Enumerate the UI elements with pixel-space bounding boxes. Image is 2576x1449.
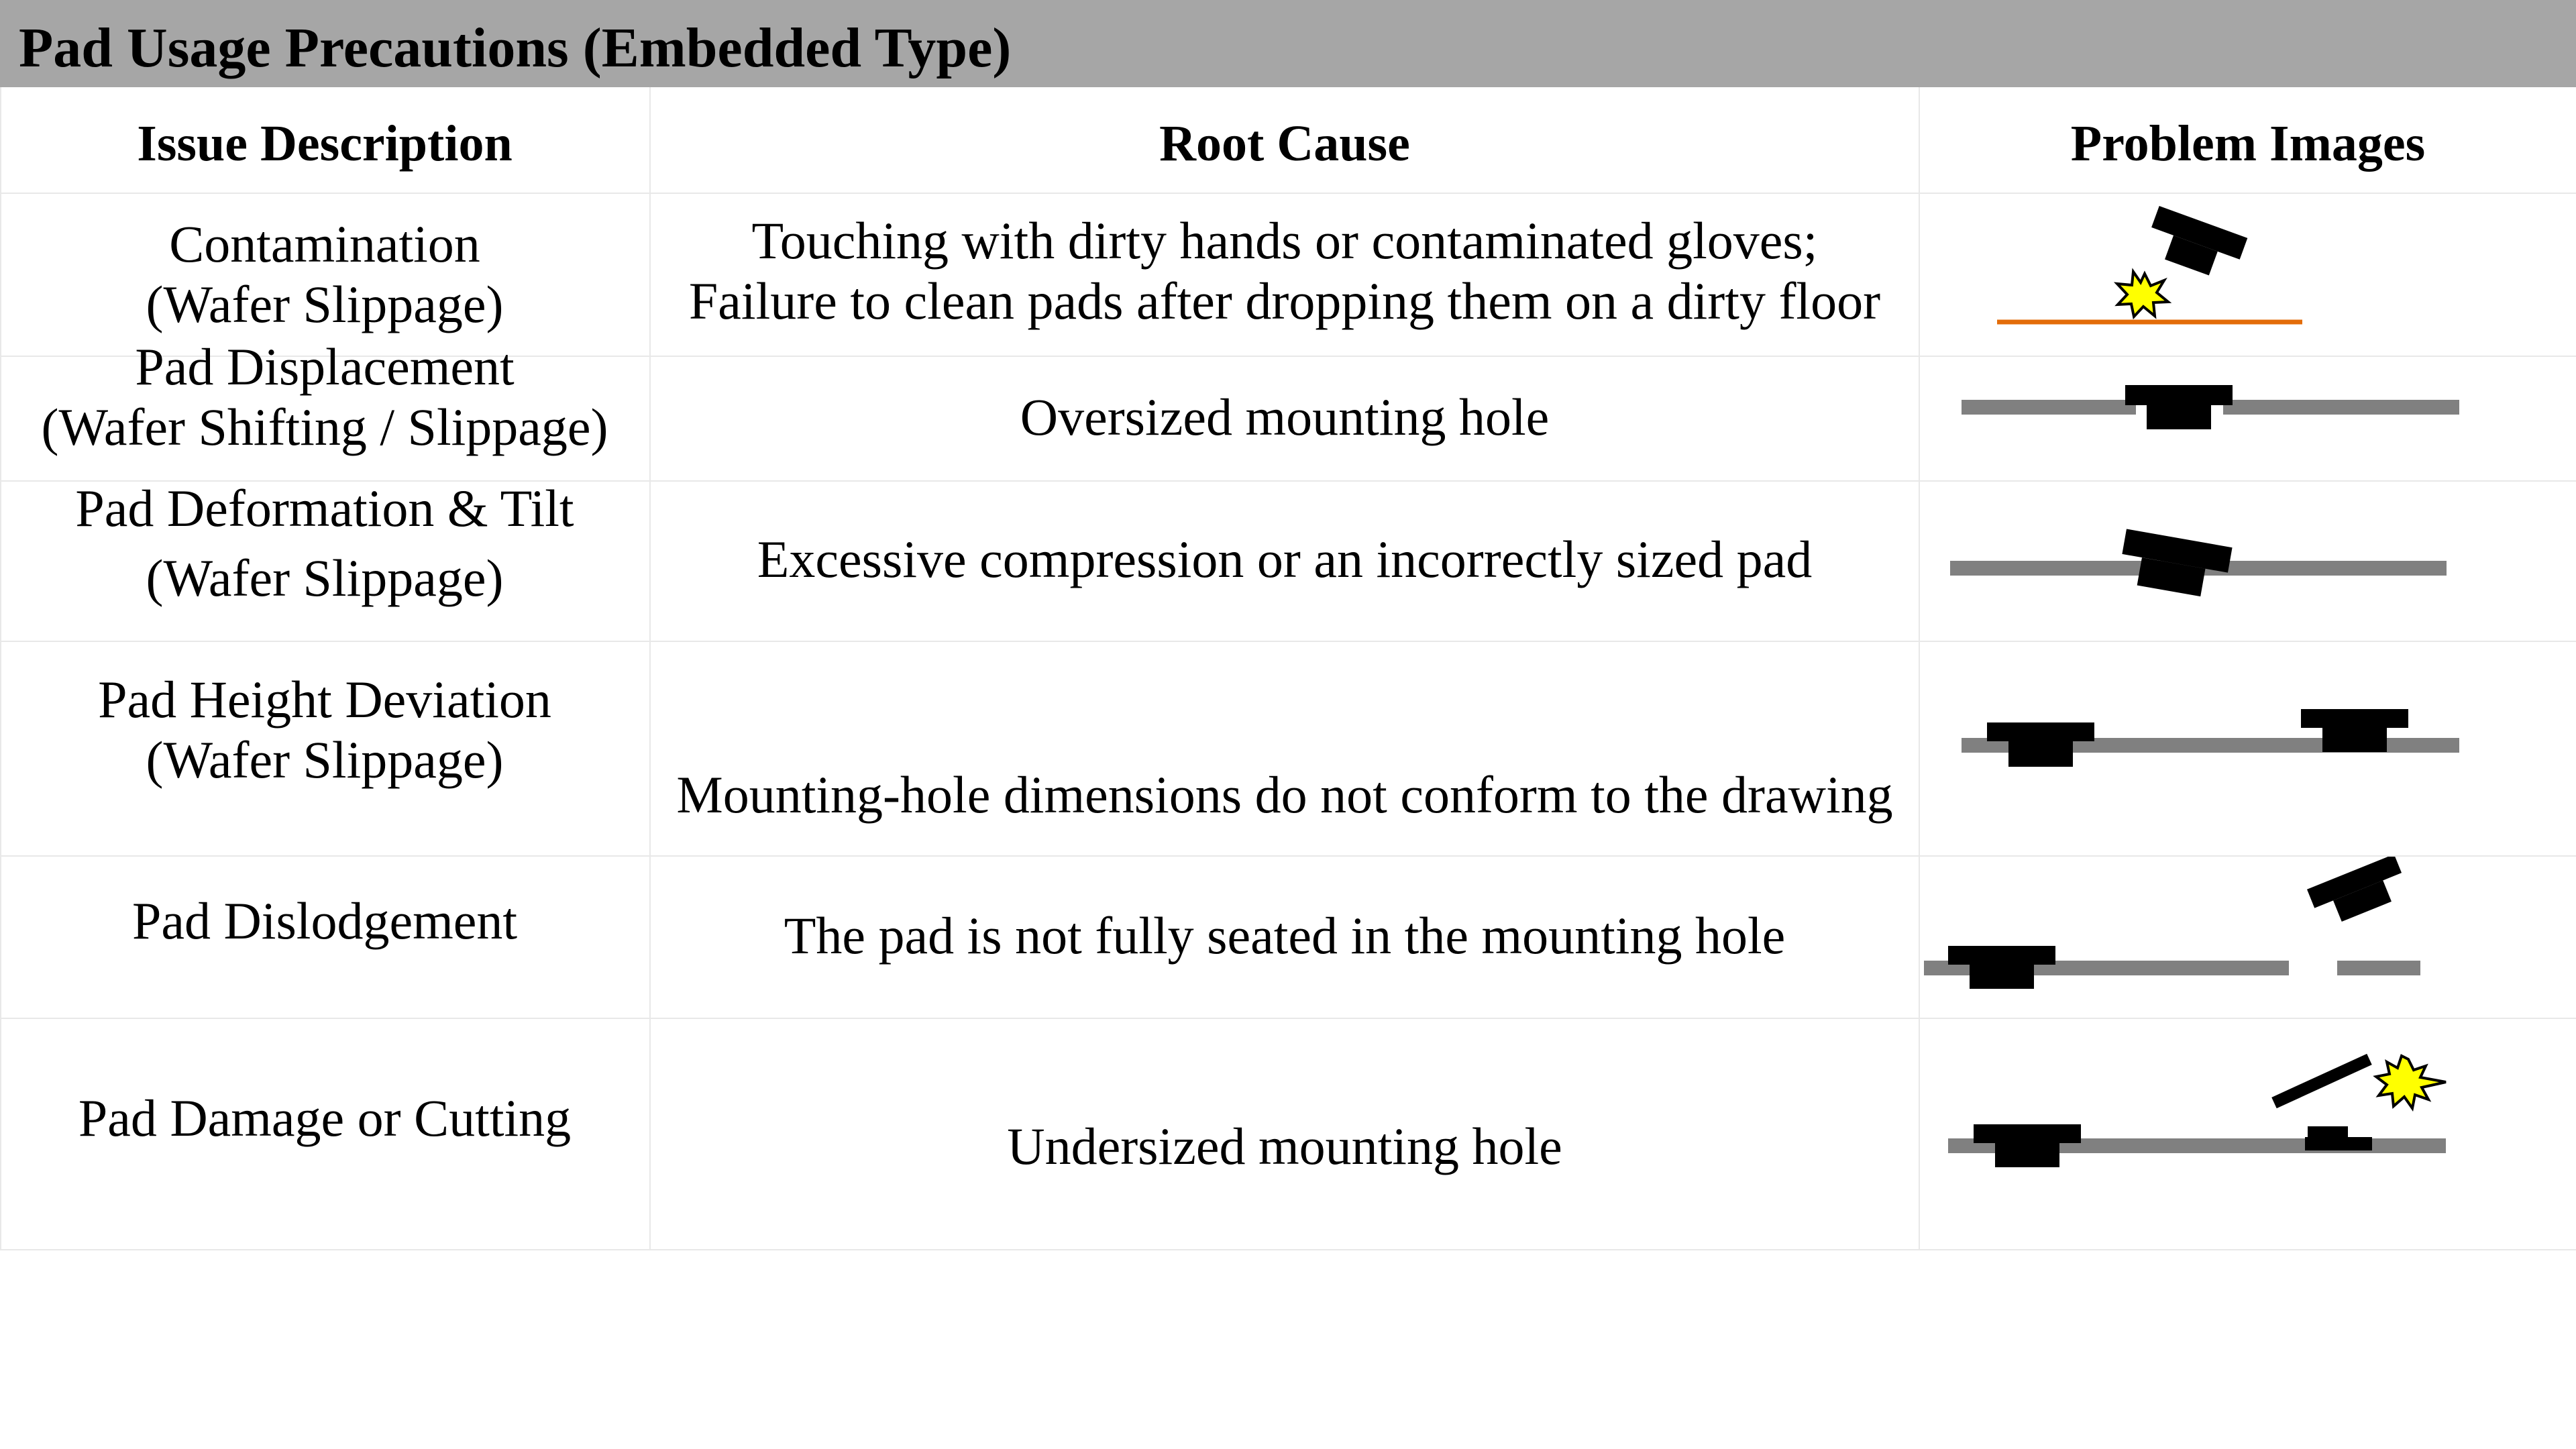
- issue-effect: (Wafer Slippage): [146, 274, 504, 333]
- issue-name: Pad Dislodgement: [131, 892, 518, 950]
- cause-line: Touching with dirty hands or contaminated gloves;: [751, 211, 1818, 270]
- issue-name: Pad Displacement: [135, 337, 515, 396]
- issue-cell: [0, 478, 649, 608]
- row-divider: [0, 1249, 2576, 1250]
- cause-cell: [651, 1116, 1919, 1177]
- cause-line: Mounting-hole dimensions do not conform to the drawing: [676, 765, 1893, 824]
- cause-line: Oversized mounting hole: [1020, 388, 1550, 446]
- contaminated-pad-with-spark-icon: [1920, 195, 2576, 356]
- displaced-pad-icon: [1920, 357, 2576, 480]
- cause-cell: [651, 765, 1919, 825]
- dislodged-pad-icon: [1920, 857, 2576, 1018]
- issue-name: Pad Height Deviation: [98, 670, 551, 729]
- issue-name: Pad Deformation & Tilt: [75, 479, 574, 537]
- header-root-cause: Root Cause: [1159, 115, 1410, 172]
- cause-cell: [651, 211, 1919, 331]
- cause-cell: [651, 906, 1919, 966]
- issue-effect: (Wafer Slippage): [146, 548, 504, 607]
- issue-cell: [0, 669, 649, 790]
- row-divider: [0, 193, 2576, 194]
- header-problem-images: Problem Images: [2070, 115, 2426, 172]
- cause-line: The pad is not fully seated in the mounting hole: [784, 906, 1786, 965]
- issue-cell: [0, 891, 649, 951]
- issue-effect: (Wafer Slippage): [146, 730, 504, 789]
- issue-effect: (Wafer Shifting / Slippage): [41, 397, 608, 456]
- issue-name: Pad Damage or Cutting: [78, 1089, 572, 1147]
- cause-cell: [651, 387, 1919, 447]
- tilted-pad-icon: [1920, 482, 2576, 641]
- cause-line: Undersized mounting hole: [1007, 1117, 1562, 1175]
- header-issue-description: Issue Description: [137, 115, 513, 172]
- issue-name: Contamination: [169, 215, 480, 273]
- cause-cell: [651, 529, 1919, 590]
- page-title: Pad Usage Precautions (Embedded Type): [19, 17, 1012, 79]
- issue-cell: [0, 337, 649, 457]
- cut-pad-with-spark-icon: [1920, 1019, 2576, 1249]
- issue-cell: [0, 214, 649, 334]
- height-deviation-pads-icon: [1920, 642, 2576, 855]
- issue-cell: [0, 1088, 649, 1148]
- cause-line: Failure to clean pads after dropping them on a dirty floor: [688, 271, 1881, 330]
- cause-line: Excessive compression or an incorrectly sized pad: [757, 530, 1813, 588]
